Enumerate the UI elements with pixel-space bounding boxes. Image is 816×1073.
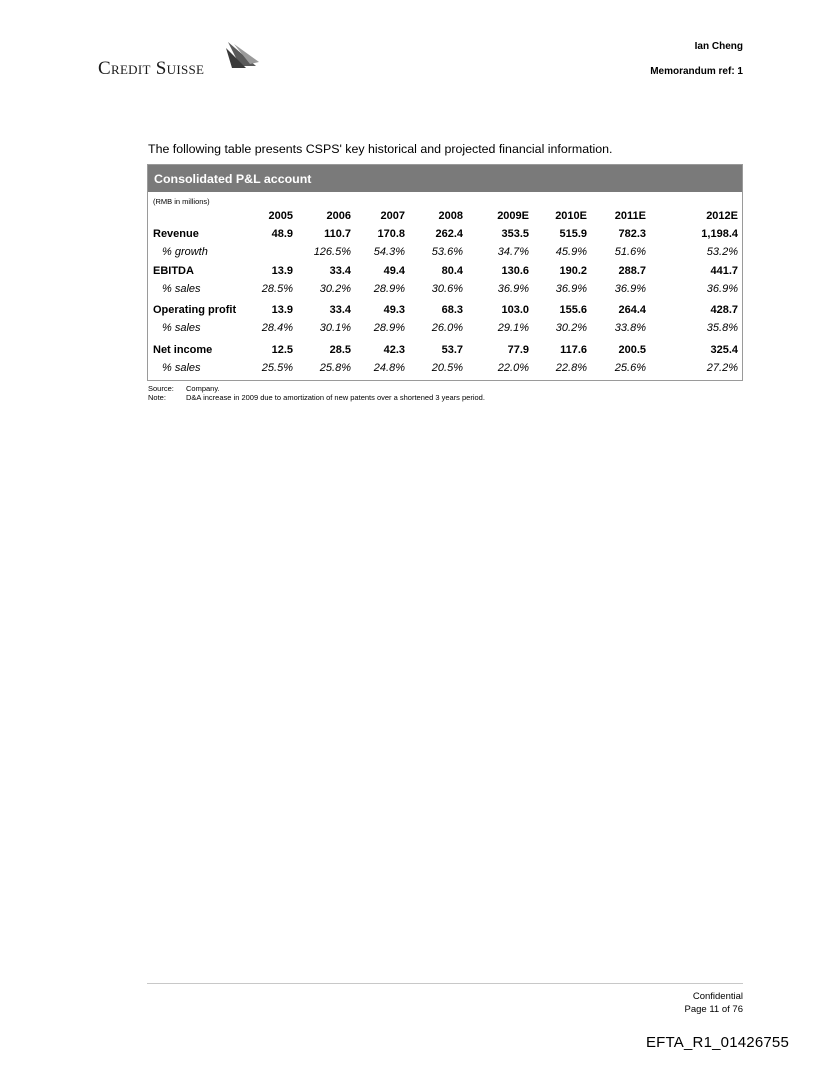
table-cell: 68.3: [441, 304, 463, 316]
table-cell: 13.9: [271, 304, 293, 316]
footer-divider: [147, 983, 743, 984]
year-header-cell: 2010E: [555, 210, 587, 222]
table-cell: 26.0%: [431, 322, 463, 334]
table-cell: 22.0%: [497, 362, 529, 374]
table-cell: 28.9%: [373, 322, 405, 334]
year-header-cell: 2011E: [614, 210, 646, 222]
table-cell: 28.5: [329, 344, 351, 356]
table-cell: 126.5%: [313, 246, 351, 258]
table-row: [148, 344, 744, 358]
table-cell: 33.4: [329, 304, 351, 316]
table-cell: 170.8: [377, 228, 405, 240]
table-cell: 53.7: [441, 344, 463, 356]
table-cell: 20.5%: [431, 362, 463, 374]
year-header-cell: 2005: [268, 210, 293, 222]
table-units: (RMB in millions): [153, 197, 210, 206]
table-cell: 200.5: [618, 344, 646, 356]
table-cell: 12.5: [271, 344, 293, 356]
table-cell: 80.4: [441, 265, 463, 277]
table-cell: 77.9: [507, 344, 529, 356]
table-cell: 155.6: [559, 304, 587, 316]
table-cell: 53.6%: [431, 246, 463, 258]
table-cell: 30.2%: [555, 322, 587, 334]
year-header-cell: 2007: [380, 210, 405, 222]
table-cell: 353.5: [501, 228, 529, 240]
table-cell: 110.7: [324, 228, 351, 240]
sails-logo-icon: [226, 40, 260, 70]
table-cell: 288.7: [618, 265, 646, 277]
table-cell: 35.8%: [706, 322, 738, 334]
author-name: Ian Cheng: [694, 41, 743, 52]
table-cell: 782.3: [618, 228, 646, 240]
table-cell: 262.4: [435, 228, 463, 240]
row-label: Net income: [153, 344, 213, 356]
memorandum-ref: Memorandum ref: 1: [650, 66, 743, 77]
row-label: % sales: [162, 322, 201, 334]
table-cell: 30.1%: [319, 322, 351, 334]
table-cell: 22.8%: [555, 362, 587, 374]
table-cell: 42.3: [383, 344, 405, 356]
note-label: Note:: [148, 393, 166, 402]
row-label: Revenue: [153, 228, 199, 240]
table-cell: 441.7: [710, 265, 738, 277]
table-cell: 49.3: [383, 304, 405, 316]
table-cell: 28.5%: [261, 283, 293, 295]
table-cell: 264.4: [618, 304, 646, 316]
table-cell: 1,198.4: [701, 228, 738, 240]
table-cell: 13.9: [271, 265, 293, 277]
year-header-cell: 2009E: [497, 210, 529, 222]
table-row: [148, 283, 744, 297]
table-cell: 24.8%: [373, 362, 405, 374]
table-row: [148, 362, 744, 376]
table-cell: 51.6%: [614, 246, 646, 258]
table-cell: 25.5%: [261, 362, 293, 374]
table-cell: 36.9%: [497, 283, 529, 295]
table-cell: 54.3%: [373, 246, 405, 258]
table-cell: 25.8%: [319, 362, 351, 374]
year-header-cell: 2008: [438, 210, 463, 222]
table-row: [148, 246, 744, 260]
table-cell: 515.9: [559, 228, 587, 240]
table-row: [148, 228, 744, 242]
table-cell: 28.4%: [261, 322, 293, 334]
table-cell: 34.7%: [497, 246, 529, 258]
pl-table: [147, 164, 743, 381]
table-cell: 33.4: [329, 265, 351, 277]
table-cell: 190.2: [559, 265, 587, 277]
table-cell: 29.1%: [497, 322, 529, 334]
table-cell: 27.2%: [706, 362, 738, 374]
document-id: EFTA_R1_01426755: [645, 1034, 789, 1051]
note-footnote: [148, 393, 485, 402]
intro-text: The following table presents CSPS' key historical and projected financial information.: [148, 142, 613, 156]
table-cell: 130.6: [501, 265, 529, 277]
table-title: Consolidated P&L account: [148, 165, 742, 192]
source-footnote: [148, 384, 220, 393]
table-row: [148, 265, 744, 279]
row-label: EBITDA: [153, 265, 194, 277]
year-header-cell: 2012E: [706, 210, 738, 222]
source-text: Company.: [186, 384, 220, 393]
table-cell: 428.7: [710, 304, 738, 316]
confidential-label: Confidential: [692, 991, 743, 1002]
table-cell: 117.6: [560, 344, 587, 356]
table-cell: 36.9%: [706, 283, 738, 295]
source-label: Source:: [148, 384, 174, 393]
logo-text: Credit Suisse: [98, 58, 205, 79]
year-header-cell: 2006: [326, 210, 351, 222]
table-cell: 36.9%: [614, 283, 646, 295]
year-header-row: [148, 210, 744, 224]
table-cell: 45.9%: [555, 246, 587, 258]
row-label: % sales: [162, 283, 201, 295]
table-cell: 103.0: [501, 304, 529, 316]
note-text: D&A increase in 2009 due to amortization of new patents over a shortened 3 years period.: [186, 393, 485, 402]
table-cell: 30.2%: [319, 283, 351, 295]
row-label: % sales: [162, 362, 201, 374]
table-cell: 325.4: [710, 344, 738, 356]
table-cell: 53.2%: [706, 246, 738, 258]
row-label: Operating profit: [153, 304, 237, 316]
table-row: [148, 322, 744, 336]
table-cell: 28.9%: [373, 283, 405, 295]
table-cell: 25.6%: [614, 362, 646, 374]
page-number: Page 11 of 76: [684, 1004, 743, 1015]
table-cell: 48.9: [271, 228, 293, 240]
table-cell: 49.4: [383, 265, 405, 277]
table-row: [148, 304, 744, 318]
table-cell: 36.9%: [555, 283, 587, 295]
row-label: % growth: [162, 246, 208, 258]
table-cell: 30.6%: [431, 283, 463, 295]
table-cell: 33.8%: [614, 322, 646, 334]
credit-suisse-logo: [98, 40, 268, 80]
